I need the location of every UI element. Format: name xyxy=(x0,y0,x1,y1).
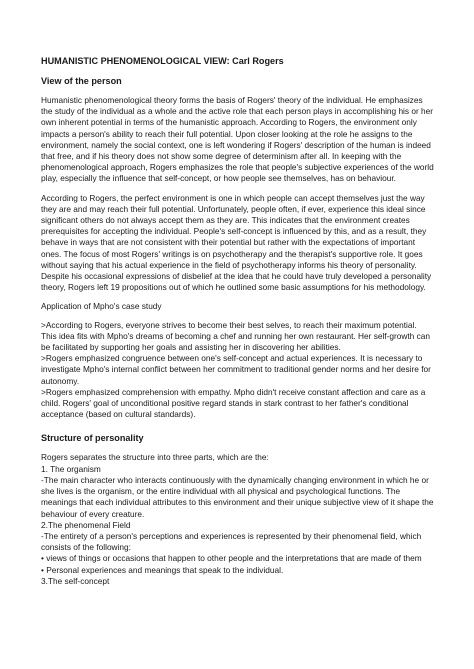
structure-phenomenal-field-text: -The entirety of a person's perceptions and experiences is represented by their phenomenal field, which consists of the following: xyxy=(41,530,422,553)
paragraph-2: According to Rogers, the perfect environment is one in which people can accept themselves just the way they are and may reach their full potential. Unfortunately, people often, if ever, experience this ideal since significant others do not always accept them as they are. This indicates that the environment creates prerequisites for accepting the individual. People's self-concept is influenced by this, and as a result, they behave in ways that are not consistent with their potential but rather with the expectations of important ones. The focus of most Rogers' writings is on psychotherapy and the therapist's supportive role. It goes without saying that his actual experience in the field of psychotherapy informs his theory of personality. Despite his occasional expressions of disbelief at the idea that he could have truly developed a personality theory, Rogers left 19 propositions out of which he outlined some basic assumptions for his methodology. xyxy=(41,192,432,293)
structure-item-self-concept: 3.The self-concept xyxy=(41,575,110,586)
structure-bullet-views: • views of things or occasions that happen to other people and the interpretations that are made of them xyxy=(41,553,422,564)
structure-item-organism: 1. The organism xyxy=(41,463,101,474)
document-title: HUMANISTIC PHENOMENOLOGICAL VIEW: Carl Rogers xyxy=(41,56,284,66)
case-study-heading: Application of Mpho's case study xyxy=(41,301,162,312)
paragraph-1: Humanistic phenomenological theory forms the basis of Rogers' theory of the individual. He emphasizes the study of the individual as a whole and the active role that each person plays in accomplishing his or her own inherent potential in terms of the humanistic approach. According to Rogers, the environment only impacts a person's ability to reach their full potential. Upon closer looking at the role he assigns to the environment, namely the social context, one is left wondering if Rogers' description of the human is indeed that free, and if his theory does not show some degree of determinism after all. In keeping with the phenomenological approach, Rogers emphasizes the role that people's subjective experiences of the world play, especially the influence that self-concept, or how people see themselves, has on behaviour. xyxy=(41,95,434,184)
structure-bullet-personal: • Personal experiences and meanings that speak to the individual. xyxy=(41,564,284,575)
structure-intro: Rogers separates the structure into three parts, which are the: xyxy=(41,452,269,463)
case-point-3: >Rogers emphasized comprehension with empathy. Mpho didn't receive constant affection and care as a child. Rogers' goal of unconditional positive regard stands in stark contrast to her father's conditional acceptance (based on cultural standards). xyxy=(41,386,426,420)
section-heading-view-of-person: View of the person xyxy=(41,76,122,86)
structure-organism-text: -The main character who interacts continuously with the dynamically changing environment in which he or she lives is the organism, or the entire individual with all physical and psychological functions. The meanings that each individual attributes to this environment and their unique subjective view of it shape the behaviour of every creature. xyxy=(41,474,434,519)
case-point-1: >According to Rogers, everyone strives to become their best selves, to reach their maximum potential. This idea fits with Mpho's dreams of becoming a chef and running her own restaurant. Her self-growth can be facilitated by supporting her goals and assisting her in discovering her abilities. xyxy=(41,319,430,353)
structure-item-phenomenal-field: 2.The phenomenal Field xyxy=(41,519,131,530)
case-point-2: >Rogers emphasized congruence between one's self-concept and actual experiences. It is necessary to investigate Mpho's internal conflict between her commitment to traditional gender norms and her desire for autonomy. xyxy=(41,353,431,386)
section-heading-structure: Structure of personality xyxy=(41,433,144,444)
